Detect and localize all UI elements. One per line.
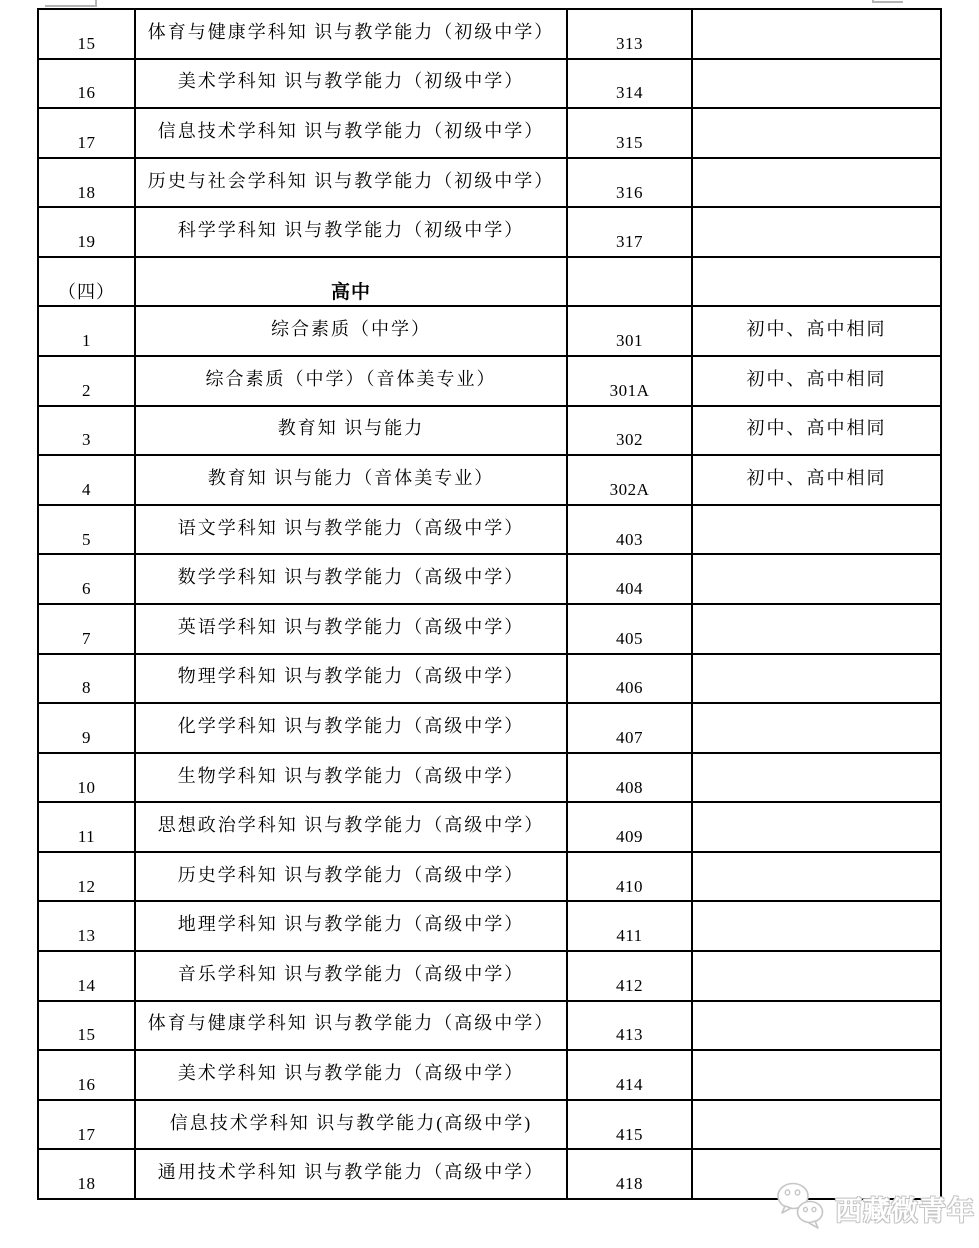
row-number-cell bbox=[39, 258, 136, 308]
subject-cell bbox=[136, 803, 568, 853]
remark-cell bbox=[693, 952, 942, 1002]
page-artifact bbox=[872, 0, 874, 3]
exam-code-cell bbox=[568, 555, 693, 605]
subject-cell-text: 教育知 识与能力（音体美专业） bbox=[207, 468, 495, 489]
exam-code-cell-text: 302A bbox=[609, 480, 650, 500]
exam-code-cell-text: 404 bbox=[616, 579, 643, 599]
row-number-cell-text: 18 bbox=[77, 182, 96, 202]
row-number-cell bbox=[39, 1150, 136, 1200]
page-artifact bbox=[95, 0, 97, 7]
exam-code-cell bbox=[568, 506, 693, 556]
remark-cell bbox=[693, 10, 942, 60]
subject-cell-text: 体育与健康学科知 识与教学能力（初级中学） bbox=[147, 21, 555, 42]
row-number-cell bbox=[39, 605, 136, 655]
row-number-cell-text: 4 bbox=[82, 480, 91, 500]
remark-cell bbox=[693, 258, 942, 308]
remark-cell bbox=[693, 159, 942, 209]
row-number-cell-text: 15 bbox=[77, 1025, 96, 1045]
row-number-cell bbox=[39, 1002, 136, 1052]
subject-cell-text: 音乐学科知 识与教学能力（高级中学） bbox=[177, 963, 525, 984]
exam-code-cell bbox=[568, 208, 693, 258]
row-number-cell-text: 7 bbox=[82, 628, 91, 648]
row-number-cell bbox=[39, 109, 136, 159]
subject-cell-text: 生物学科知 识与教学能力（高级中学） bbox=[177, 765, 525, 786]
row-number-cell-text: 16 bbox=[77, 1075, 96, 1095]
exam-code-cell bbox=[568, 853, 693, 903]
row-number-cell bbox=[39, 10, 136, 60]
subject-cell-text: 历史学科知 识与教学能力（高级中学） bbox=[177, 864, 525, 885]
exam-code-cell bbox=[568, 902, 693, 952]
row-number-cell-text: 16 bbox=[77, 83, 96, 103]
subject-cell-text: 地理学科知 识与教学能力（高级中学） bbox=[177, 914, 525, 935]
row-number-cell bbox=[39, 1101, 136, 1151]
row-number-cell-text: 18 bbox=[77, 1174, 96, 1194]
subject-cell bbox=[136, 605, 568, 655]
row-number-cell bbox=[39, 704, 136, 754]
watermark-text: 西藏微青年 bbox=[835, 1195, 975, 1226]
row-number-cell-text: 8 bbox=[82, 678, 91, 698]
exam-code-cell bbox=[568, 60, 693, 110]
subject-cell bbox=[136, 1101, 568, 1151]
remark-cell bbox=[693, 754, 942, 804]
exam-code-cell bbox=[568, 357, 693, 407]
row-number-cell-text: 15 bbox=[77, 33, 96, 53]
subject-cell-text: 教育知 识与能力 bbox=[277, 418, 425, 439]
exam-code-cell-text: 407 bbox=[616, 727, 643, 747]
remark-cell bbox=[693, 109, 942, 159]
remark-cell bbox=[693, 307, 942, 357]
wechat-icon bbox=[775, 1182, 827, 1234]
row-number-cell-text: 5 bbox=[82, 529, 91, 549]
exam-code-cell-text: 315 bbox=[616, 132, 643, 152]
exam-code-cell-text: 316 bbox=[616, 182, 643, 202]
exam-code-cell-text: 411 bbox=[616, 926, 643, 946]
subject-cell-text: 化学学科知 识与教学能力（高级中学） bbox=[177, 715, 525, 736]
exam-code-cell-text: 314 bbox=[616, 83, 643, 103]
row-number-cell-text: 2 bbox=[82, 380, 91, 400]
exam-code-cell-text: 313 bbox=[616, 33, 643, 53]
subject-cell bbox=[136, 952, 568, 1002]
exam-code-cell-text: 403 bbox=[616, 529, 643, 549]
subject-cell-text: 美术学科知 识与教学能力（高级中学） bbox=[177, 1063, 525, 1084]
exam-code-cell bbox=[568, 754, 693, 804]
exam-code-cell bbox=[568, 10, 693, 60]
subject-cell-text: 英语学科知 识与教学能力（高级中学） bbox=[177, 616, 525, 637]
exam-code-cell-text: 415 bbox=[616, 1124, 643, 1144]
exam-code-cell bbox=[568, 704, 693, 754]
exam-code-cell bbox=[568, 1150, 693, 1200]
remark-cell bbox=[693, 655, 942, 705]
exam-code-cell bbox=[568, 258, 693, 308]
exam-code-cell bbox=[568, 109, 693, 159]
subject-cell bbox=[136, 853, 568, 903]
watermark bbox=[775, 1182, 975, 1234]
subject-cell bbox=[136, 60, 568, 110]
exam-code-cell-text: 406 bbox=[616, 678, 643, 698]
remark-cell bbox=[693, 605, 942, 655]
subject-cell bbox=[136, 456, 568, 506]
row-number-cell bbox=[39, 208, 136, 258]
row-number-cell bbox=[39, 555, 136, 605]
row-number-cell-text: 1 bbox=[82, 331, 91, 351]
exam-code-cell bbox=[568, 605, 693, 655]
row-number-cell bbox=[39, 754, 136, 804]
remark-cell bbox=[693, 1051, 942, 1101]
subject-cell-text: 语文学科知 识与教学能力（高级中学） bbox=[177, 517, 525, 538]
subject-cell-text: 思想政治学科知 识与教学能力（高级中学） bbox=[157, 815, 545, 836]
row-number-cell bbox=[39, 803, 136, 853]
remark-cell-text: 初中、高中相同 bbox=[746, 468, 887, 489]
subject-cell-text: 信息技术学科知 识与教学能力（初级中学） bbox=[157, 120, 545, 141]
page-artifact bbox=[45, 5, 97, 7]
subject-cell-text: 科学学科知 识与教学能力（初级中学） bbox=[177, 220, 525, 241]
subject-cell-text: 高中 bbox=[330, 282, 371, 304]
subject-cell bbox=[136, 754, 568, 804]
exam-code-cell-text: 301 bbox=[616, 331, 643, 351]
row-number-cell-text: 10 bbox=[77, 777, 96, 797]
exam-code-cell-text: 414 bbox=[616, 1075, 643, 1095]
subject-cell bbox=[136, 10, 568, 60]
subject-cell bbox=[136, 1051, 568, 1101]
row-number-cell-text: 9 bbox=[82, 727, 91, 747]
subject-cell bbox=[136, 1150, 568, 1200]
remark-cell bbox=[693, 803, 942, 853]
subject-cell-text: 综合素质（中学）（音体美专业） bbox=[205, 368, 497, 389]
row-number-cell bbox=[39, 853, 136, 903]
exam-code-cell bbox=[568, 159, 693, 209]
exam-code-cell bbox=[568, 952, 693, 1002]
exam-table bbox=[37, 8, 942, 1200]
row-number-cell bbox=[39, 952, 136, 1002]
remark-cell-text: 初中、高中相同 bbox=[746, 319, 887, 340]
row-number-cell-text: （四） bbox=[58, 281, 115, 302]
subject-cell bbox=[136, 307, 568, 357]
exam-code-cell bbox=[568, 407, 693, 457]
remark-cell bbox=[693, 60, 942, 110]
row-number-cell bbox=[39, 506, 136, 556]
remark-cell-text: 初中、高中相同 bbox=[746, 368, 887, 389]
exam-code-cell bbox=[568, 1051, 693, 1101]
subject-cell bbox=[136, 506, 568, 556]
remark-cell bbox=[693, 357, 942, 407]
row-number-cell-text: 19 bbox=[77, 232, 96, 252]
exam-code-cell bbox=[568, 655, 693, 705]
remark-cell bbox=[693, 456, 942, 506]
exam-code-cell-text: 302 bbox=[616, 430, 643, 450]
exam-code-cell-text: 409 bbox=[616, 827, 643, 847]
subject-cell bbox=[136, 208, 568, 258]
exam-code-cell-text: 418 bbox=[616, 1174, 643, 1194]
row-number-cell-text: 6 bbox=[82, 579, 91, 599]
row-number-cell-text: 17 bbox=[77, 1124, 96, 1144]
subject-cell-text: 物理学科知 识与教学能力（高级中学） bbox=[177, 666, 525, 687]
exam-code-cell-text: 301A bbox=[609, 380, 650, 400]
remark-cell bbox=[693, 407, 942, 457]
remark-cell bbox=[693, 1002, 942, 1052]
subject-cell bbox=[136, 159, 568, 209]
exam-code-cell-text: 410 bbox=[616, 876, 643, 896]
remark-cell bbox=[693, 208, 942, 258]
exam-code-cell bbox=[568, 307, 693, 357]
subject-cell-text: 通用技术学科知 识与教学能力（高级中学） bbox=[157, 1162, 545, 1183]
exam-code-cell-text: 405 bbox=[616, 628, 643, 648]
subject-cell bbox=[136, 902, 568, 952]
row-number-cell-text: 13 bbox=[77, 926, 96, 946]
exam-code-cell bbox=[568, 456, 693, 506]
subject-cell-text: 美术学科知 识与教学能力（初级中学） bbox=[177, 71, 525, 92]
row-number-cell bbox=[39, 456, 136, 506]
subject-cell-text: 数学学科知 识与教学能力（高级中学） bbox=[177, 567, 525, 588]
row-number-cell bbox=[39, 407, 136, 457]
row-number-cell-text: 17 bbox=[77, 132, 96, 152]
exam-code-cell-text: 317 bbox=[616, 232, 643, 252]
exam-code-cell-text: 412 bbox=[616, 975, 643, 995]
exam-code-cell-text: 413 bbox=[616, 1025, 643, 1045]
remark-cell bbox=[693, 555, 942, 605]
subject-cell bbox=[136, 1002, 568, 1052]
subject-cell-text: 体育与健康学科知 识与教学能力（高级中学） bbox=[147, 1013, 555, 1034]
row-number-cell bbox=[39, 1051, 136, 1101]
page-artifact bbox=[872, 1, 903, 3]
exam-code-cell bbox=[568, 803, 693, 853]
remark-cell bbox=[693, 506, 942, 556]
row-number-cell bbox=[39, 307, 136, 357]
exam-code-cell-text: 408 bbox=[616, 777, 643, 797]
subject-cell-text: 信息技术学科知 识与教学能力(高级中学) bbox=[169, 1112, 533, 1133]
row-number-cell bbox=[39, 655, 136, 705]
row-number-cell bbox=[39, 357, 136, 407]
row-number-cell-text: 14 bbox=[77, 975, 96, 995]
remark-cell bbox=[693, 1101, 942, 1151]
subject-cell bbox=[136, 704, 568, 754]
row-number-cell-text: 12 bbox=[77, 876, 96, 896]
row-number-cell bbox=[39, 60, 136, 110]
subject-cell-text: 历史与社会学科知 识与教学能力（初级中学） bbox=[147, 170, 555, 191]
remark-cell-text: 初中、高中相同 bbox=[746, 418, 887, 439]
remark-cell bbox=[693, 704, 942, 754]
exam-code-cell bbox=[568, 1002, 693, 1052]
subject-cell bbox=[136, 357, 568, 407]
row-number-cell-text: 11 bbox=[77, 827, 96, 847]
row-number-cell bbox=[39, 902, 136, 952]
subject-cell bbox=[136, 655, 568, 705]
row-number-cell bbox=[39, 159, 136, 209]
exam-code-cell bbox=[568, 1101, 693, 1151]
subject-cell bbox=[136, 407, 568, 457]
subject-cell bbox=[136, 258, 568, 308]
remark-cell bbox=[693, 902, 942, 952]
subject-cell bbox=[136, 109, 568, 159]
row-number-cell-text: 3 bbox=[82, 430, 91, 450]
subject-cell-text: 综合素质（中学） bbox=[271, 319, 431, 340]
subject-cell bbox=[136, 555, 568, 605]
remark-cell bbox=[693, 853, 942, 903]
